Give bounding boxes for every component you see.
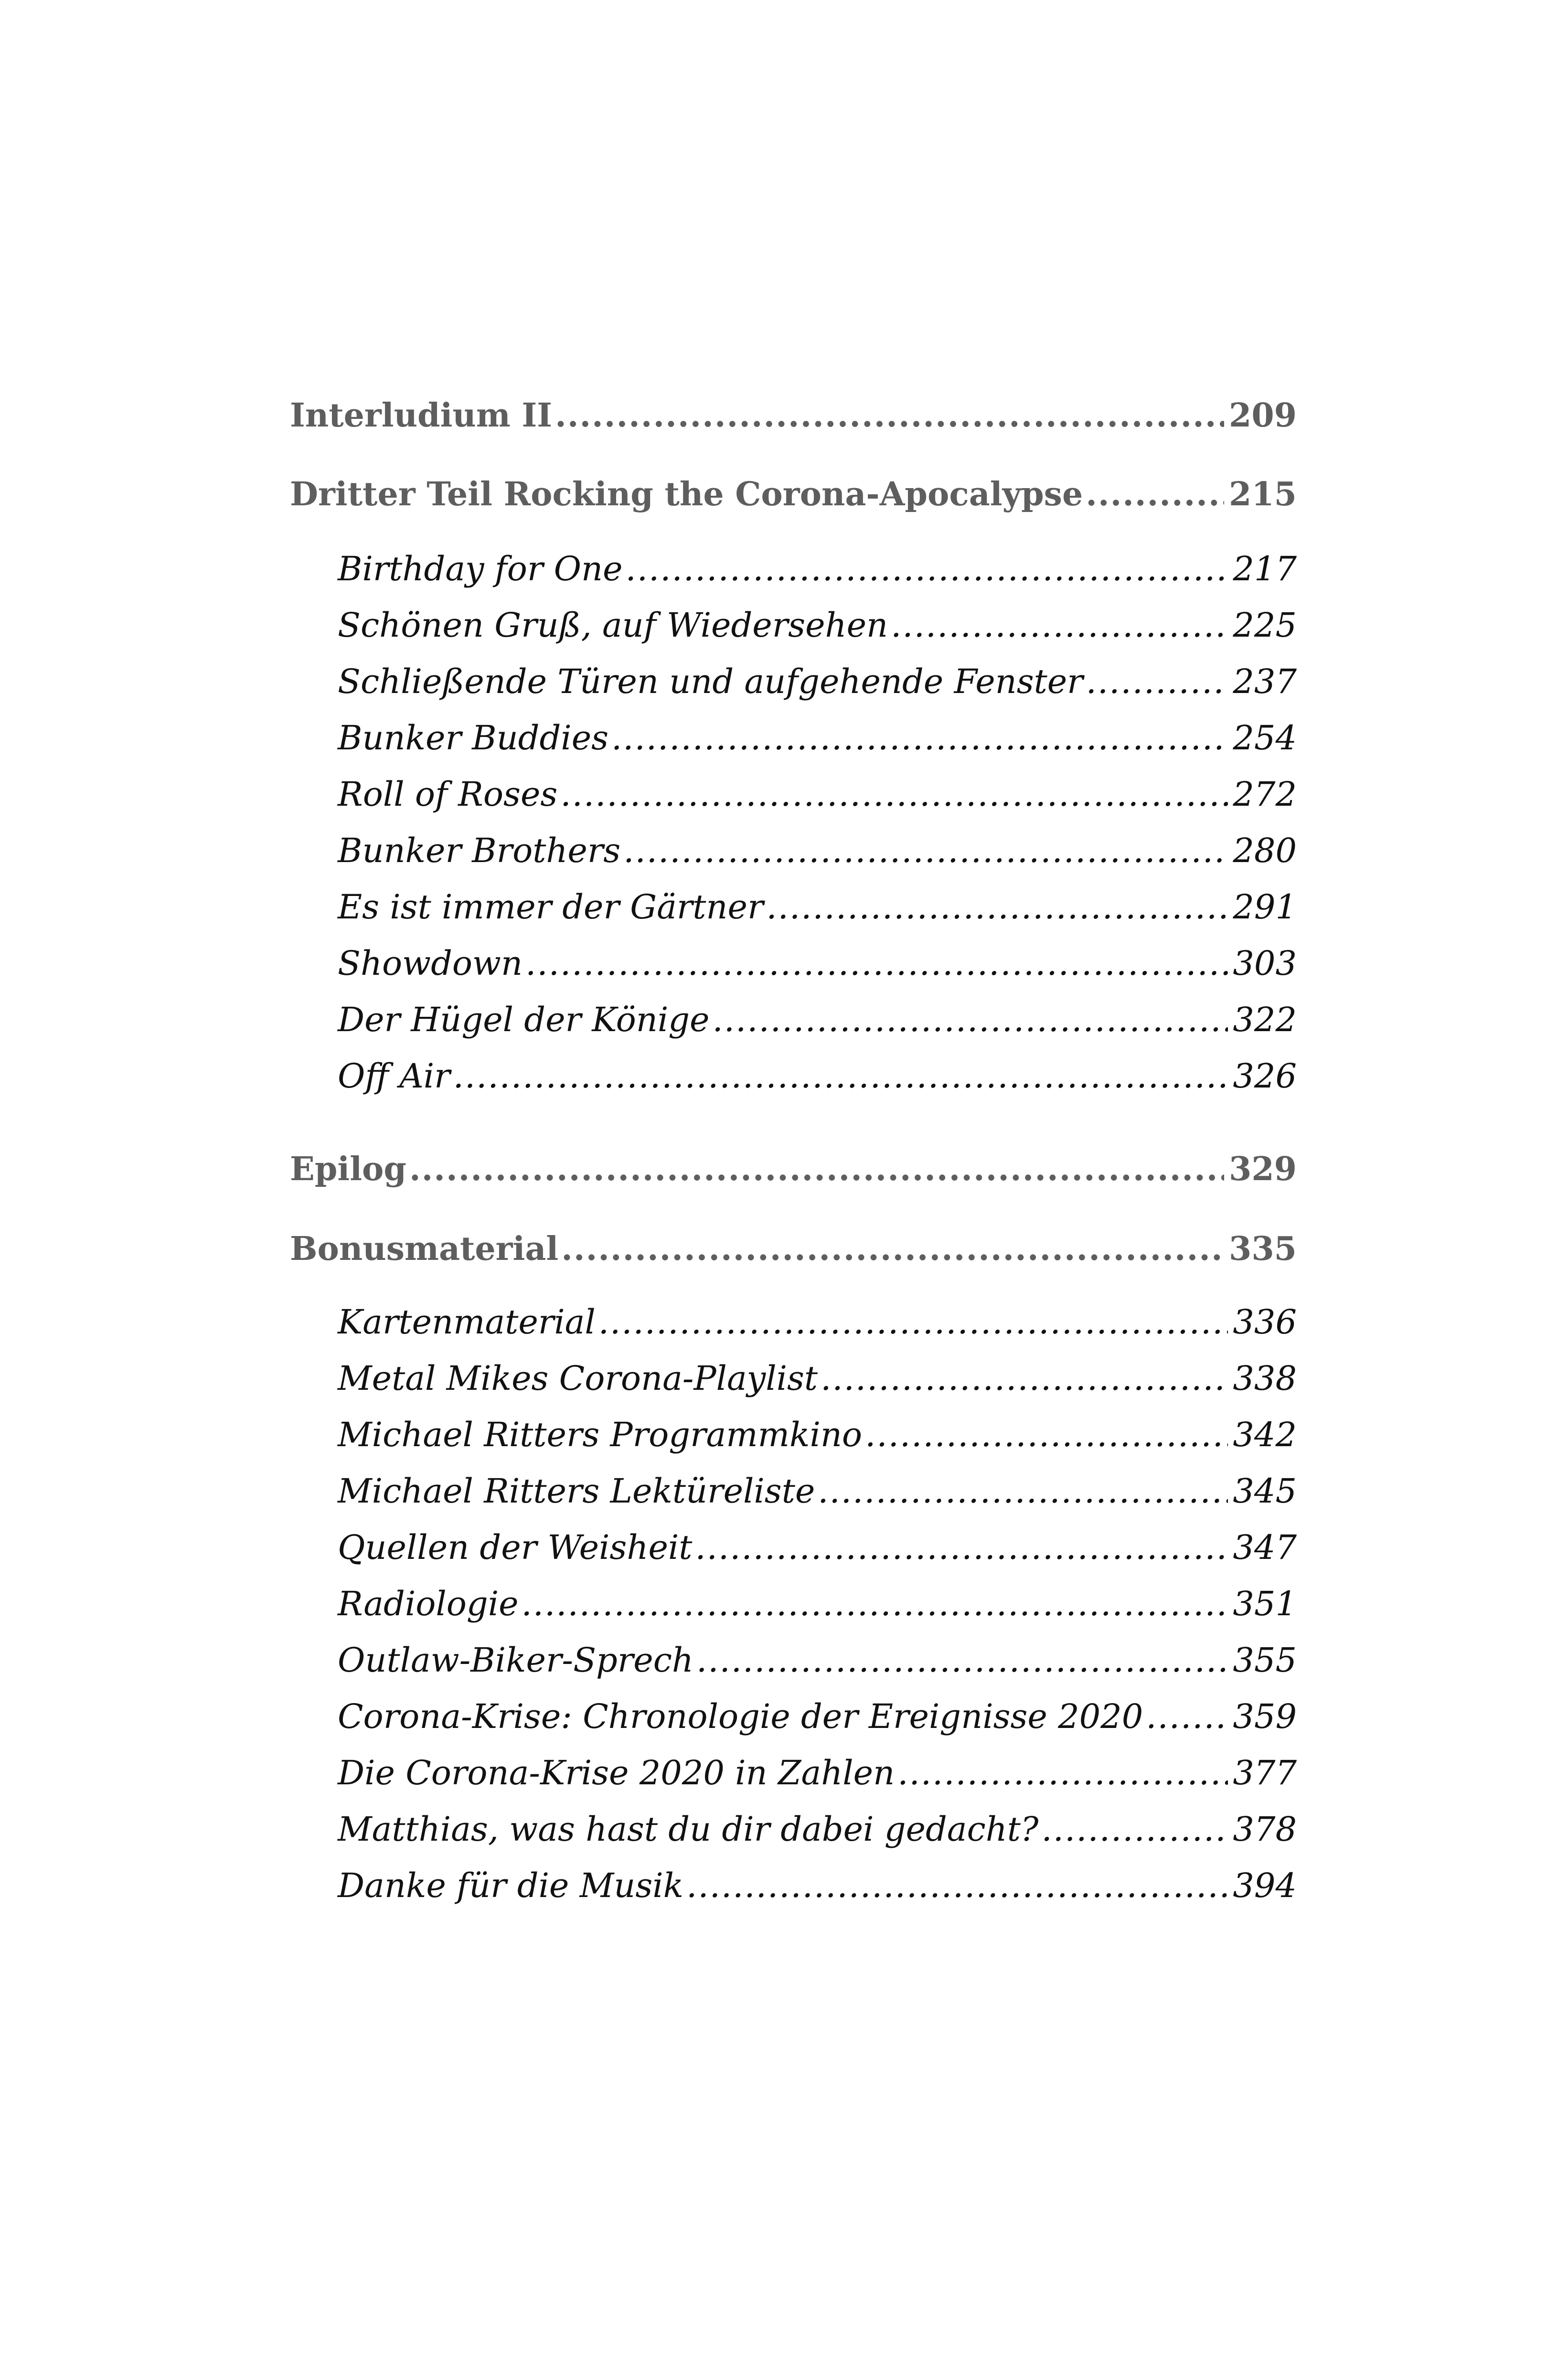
toc-entry-page: 217 <box>1233 549 1297 588</box>
toc-entry-title: Bunker Buddies <box>338 718 609 757</box>
toc-entry-page: 209 <box>1229 396 1297 435</box>
toc-entry-interludium-ii <box>290 396 1297 435</box>
toc-entry-title: Radiologie <box>338 1584 519 1623</box>
toc-entry-page: 347 <box>1233 1528 1297 1567</box>
toc-entry-lektuereliste <box>338 1471 1297 1511</box>
toc-entry-outlaw-biker-sprech <box>338 1641 1297 1680</box>
toc-entry-title: Der Hügel der Könige <box>338 1000 710 1039</box>
toc-entry-page: 225 <box>1233 606 1297 645</box>
toc-entry-bunker-buddies <box>338 718 1297 757</box>
toc-entry-page: 280 <box>1233 831 1297 870</box>
toc-entry-title: Danke für die Musik <box>338 1866 684 1905</box>
dot-leader <box>623 831 1228 870</box>
toc-entry-roll-of-roses <box>338 775 1297 814</box>
toc-entry-page: 345 <box>1233 1471 1297 1511</box>
toc-entry-page: 377 <box>1233 1753 1297 1792</box>
toc-entry-title: Metal Mikes Corona-Playlist <box>338 1359 818 1398</box>
dot-leader <box>1086 662 1228 701</box>
toc-entry-title: Es ist immer der Gärtner <box>338 887 764 927</box>
toc-entry-title: Michael Ritters Lektüreliste <box>338 1471 815 1511</box>
toc-entry-page: 338 <box>1233 1359 1297 1398</box>
dot-leader <box>1086 475 1224 513</box>
toc-entry-title: Birthday for One <box>338 549 623 588</box>
toc-entry-birthday-for-one <box>338 549 1297 588</box>
toc-entry-matthias <box>338 1810 1297 1849</box>
dot-leader <box>695 1528 1228 1567</box>
toc-entry-page: 322 <box>1233 1000 1297 1039</box>
toc-entry-page: 254 <box>1233 718 1297 757</box>
toc-entry-title: Bunker Brothers <box>338 831 621 870</box>
toc-entry-page: 359 <box>1233 1697 1297 1736</box>
dot-leader <box>525 944 1228 983</box>
dot-leader <box>560 775 1228 814</box>
toc-entry-es-ist-immer-der-gaertner <box>338 887 1297 927</box>
toc-entry-title: Matthias, was hast du dir dabei gedacht? <box>338 1810 1039 1849</box>
toc-entry-title: Schönen Gruß, auf Wiedersehen <box>338 606 888 645</box>
dot-leader <box>686 1866 1228 1905</box>
dot-leader <box>818 1471 1228 1511</box>
toc-entry-schliessende-tueren <box>338 662 1297 701</box>
dot-leader <box>891 606 1228 645</box>
toc-entry-radiologie <box>338 1584 1297 1623</box>
dot-leader <box>611 718 1228 757</box>
dot-leader <box>1146 1697 1228 1736</box>
toc-entry-quellen-der-weisheit <box>338 1528 1297 1567</box>
toc-entry-danke-fuer-die-musik <box>338 1866 1297 1905</box>
toc-entry-title: Schließende Türen und aufgehende Fenster <box>338 662 1083 701</box>
toc-entry-page: 326 <box>1233 1056 1297 1096</box>
toc-entry-page: 355 <box>1233 1641 1297 1680</box>
dot-leader <box>561 1230 1224 1268</box>
toc-entry-page: 272 <box>1233 775 1297 814</box>
toc-entry-title: Die Corona-Krise 2020 in Zahlen <box>338 1753 895 1792</box>
dot-leader <box>626 549 1228 588</box>
toc-entry-title: Dritter Teil Rocking the Corona-Apocalypse <box>290 475 1083 513</box>
toc-entry-page: 329 <box>1229 1150 1297 1188</box>
toc-entry-page: 237 <box>1233 662 1297 701</box>
toc-entry-bunker-brothers <box>338 831 1297 870</box>
toc-entry-page: 394 <box>1233 1866 1297 1905</box>
toc-entry-programmkino <box>338 1415 1297 1454</box>
dot-leader <box>897 1753 1228 1792</box>
toc-entry-title: Roll of Roses <box>338 775 558 814</box>
dot-leader <box>766 887 1228 927</box>
toc-entry-title: Interludium II <box>290 396 553 435</box>
toc-entry-page: 351 <box>1233 1584 1297 1623</box>
dot-leader <box>696 1641 1228 1680</box>
dot-leader <box>865 1415 1228 1454</box>
dot-leader <box>409 1150 1224 1188</box>
toc-entry-title: Michael Ritters Programmkino <box>338 1415 863 1454</box>
toc-entry-title: Quellen der Weisheit <box>338 1528 693 1567</box>
toc-entry-page: 342 <box>1233 1415 1297 1454</box>
toc-entry-der-huegel-der-koenige <box>338 1000 1297 1039</box>
toc-entry-page: 291 <box>1233 887 1297 927</box>
toc-entry-title: Outlaw-Biker-Sprech <box>338 1641 694 1680</box>
toc-entry-title: Off Air <box>338 1056 450 1096</box>
toc-entry-metal-mikes-playlist <box>338 1359 1297 1398</box>
toc-entry-showdown <box>338 944 1297 983</box>
toc-entry-page: 215 <box>1229 475 1297 513</box>
toc-entry-bonusmaterial <box>290 1230 1297 1268</box>
dot-leader <box>453 1056 1228 1096</box>
dot-leader <box>522 1584 1228 1623</box>
toc-entry-corona-krise-zahlen <box>338 1753 1297 1792</box>
dot-leader <box>712 1000 1228 1039</box>
dot-leader <box>555 396 1224 435</box>
toc-entry-page: 335 <box>1229 1230 1297 1268</box>
toc-entry-page: 303 <box>1233 944 1297 983</box>
toc-entry-schoenen-gruss <box>338 606 1297 645</box>
toc-entry-page: 336 <box>1233 1302 1297 1342</box>
toc-entry-epilog <box>290 1150 1297 1188</box>
toc-entry-dritter-teil <box>290 475 1297 513</box>
toc-entry-off-air <box>338 1056 1297 1096</box>
dot-leader <box>598 1302 1228 1342</box>
toc-entry-title: Bonusmaterial <box>290 1230 559 1268</box>
toc-entry-corona-krise-chronologie <box>338 1697 1297 1736</box>
toc-entry-title: Epilog <box>290 1150 406 1188</box>
dot-leader <box>821 1359 1228 1398</box>
toc-entry-title: Kartenmaterial <box>338 1302 596 1342</box>
toc-entry-kartenmaterial <box>338 1302 1297 1342</box>
dot-leader <box>1041 1810 1228 1849</box>
toc-entry-title: Showdown <box>338 944 523 983</box>
toc-entry-page: 378 <box>1233 1810 1297 1849</box>
toc-entry-title: Corona-Krise: Chronologie der Ereignisse 2020 <box>338 1697 1143 1736</box>
